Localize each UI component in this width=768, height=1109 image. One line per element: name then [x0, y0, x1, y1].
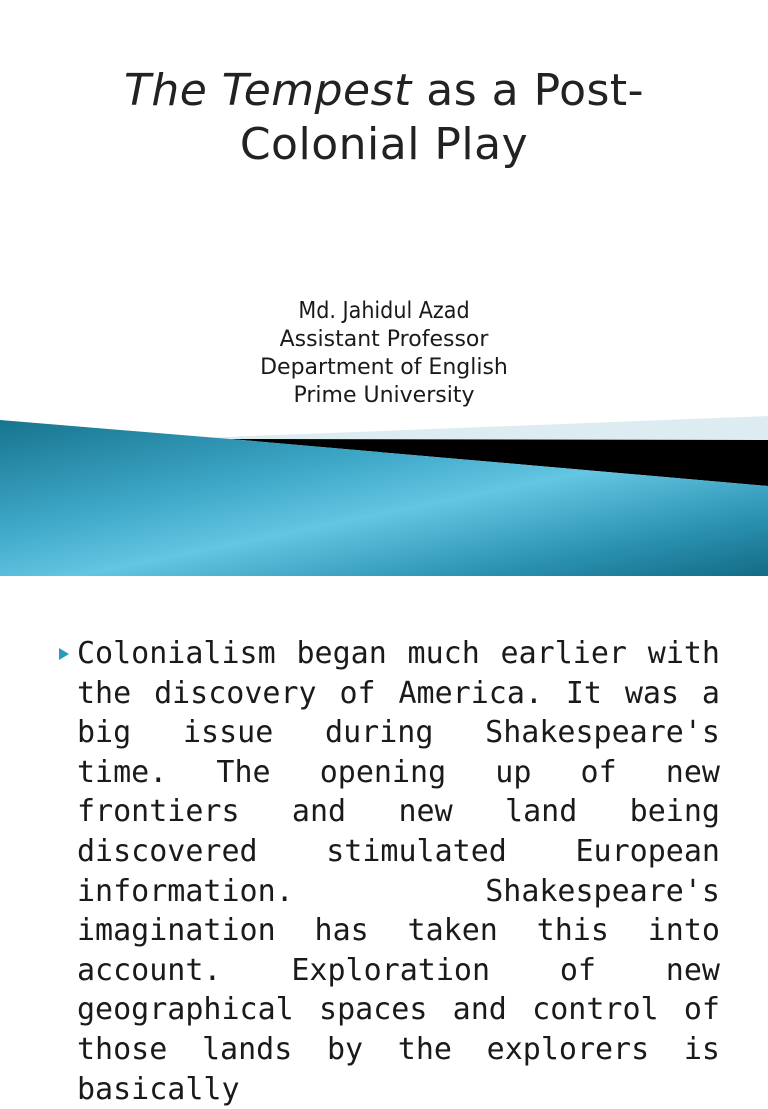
author-name: Md. Jahidul Azad	[298, 298, 470, 324]
title-line-1-rest: as a Post-	[411, 65, 645, 116]
band-pale-blue-shape	[200, 416, 768, 441]
author-university: Prime University	[293, 383, 475, 408]
title-line-2: Colonial Play	[239, 119, 529, 170]
bullet-paragraph: Colonialism began much earlier with the discovery of America. It was a big issue during Shakespeare's time. The opening up of new frontiers and new land being discovered stimulated European information. Shakespeare's imagination has taken this into account. Exploration of new geographical spaces and control of those lands by the explorers is basically	[77, 636, 720, 1107]
title-play-name: The Tempest	[123, 65, 412, 116]
author-position: Assistant Professor	[279, 327, 489, 352]
author-department: Department of English	[260, 355, 508, 380]
content-slide	[0, 576, 768, 1107]
triangle-right-icon	[58, 647, 70, 661]
